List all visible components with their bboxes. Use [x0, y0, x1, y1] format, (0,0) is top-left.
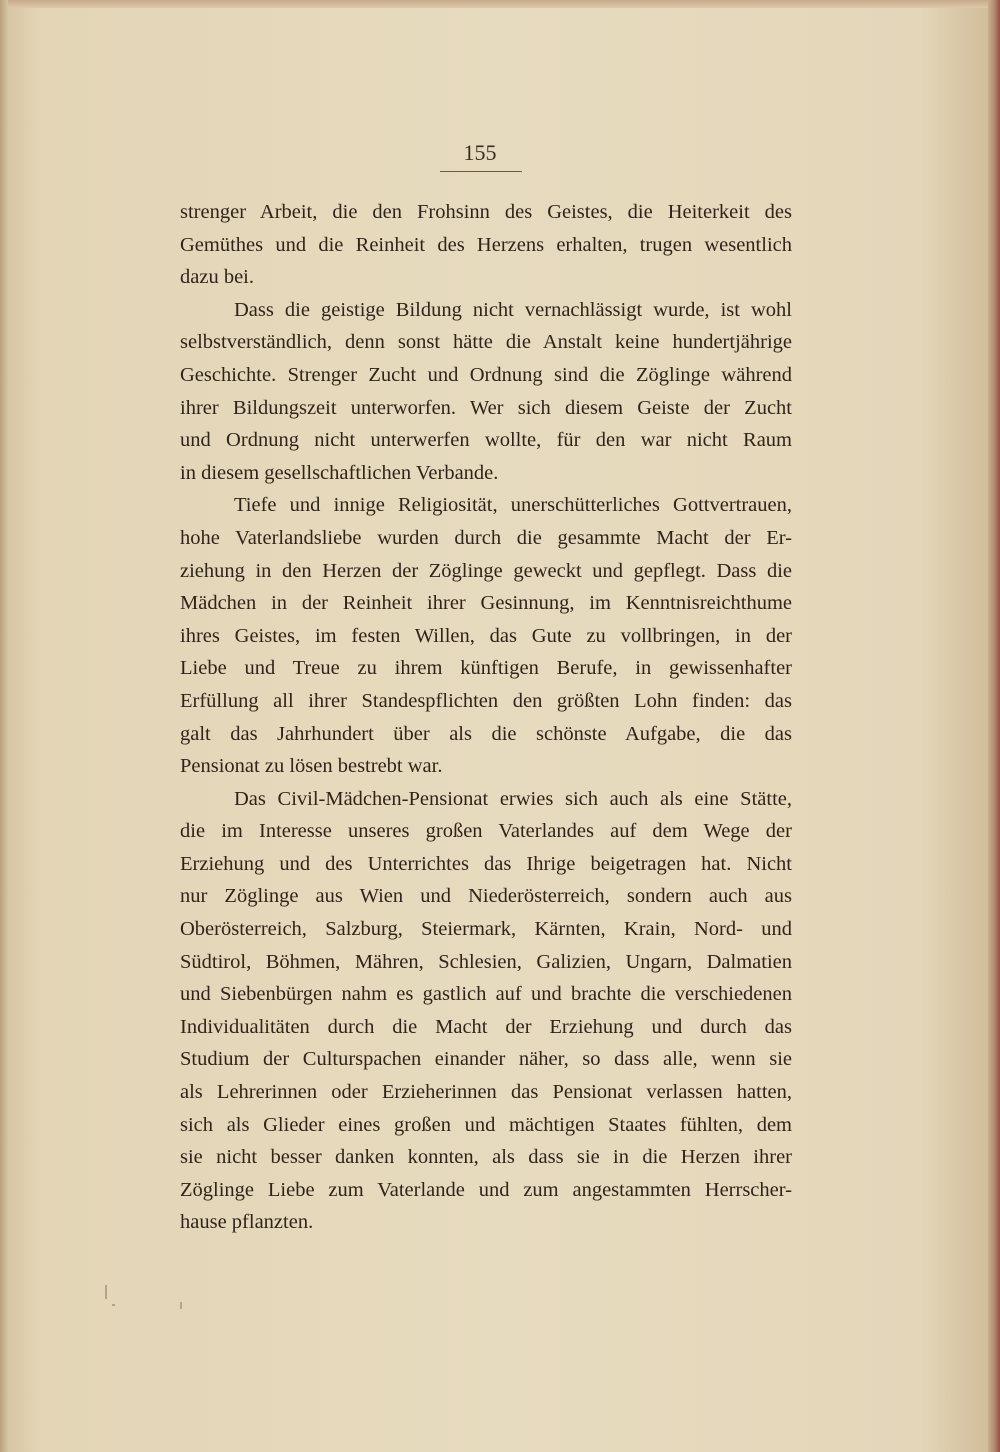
- text-line: als Lehrerinnen oder Erzieherinnen das Pensionat verlassen hatten,: [180, 1081, 792, 1104]
- text-line: Erziehung und des Unterrichtes das Ihrige beigetragen hat. Nicht: [180, 852, 792, 875]
- text-line: Geschichte. Strenger Zucht und Ordnung sind die Zöglinge während: [180, 363, 792, 386]
- page-left-edge: [0, 0, 8, 1452]
- text-line: Zöglinge Liebe zum Vaterlande und zum angestammten Herrscher-: [180, 1178, 792, 1201]
- text-line: strenger Arbeit, die den Frohsinn des Geistes, die Heiterkeit des: [180, 201, 792, 223]
- text-line: in diesem gesellschaftlichen Verbande.: [180, 461, 499, 484]
- text-line: Südtirol, Böhmen, Mähren, Schlesien, Galizien, Ungarn, Dalmatien: [180, 950, 792, 973]
- text-line: Erfüllung all ihrer Standespflichten den größten Lohn finden: das: [180, 689, 792, 712]
- text-line: selbstverständlich, denn sonst hätte die Anstalt keine hundertjährige: [180, 331, 792, 354]
- text-line: hause pflanzten.: [180, 1211, 314, 1234]
- text-line: Tiefe und innige Religiosität, unerschütterliches Gottvertrauen,: [234, 494, 792, 517]
- body-text: [180, 196, 792, 1239]
- page-number: 155: [463, 140, 497, 165]
- text-line: hohe Vaterlandsliebe wurden durch die gesammte Macht der Er-: [180, 526, 792, 549]
- paper-speck: [180, 1302, 182, 1309]
- text-line: sich als Glieder eines großen und mächtigen Staates fühlten, dem: [180, 1113, 792, 1136]
- text-line: ihres Geistes, im festen Willen, das Gute zu vollbringen, in der: [180, 624, 792, 647]
- text-line: ihrer Bildungszeit unterworfen. Wer sich diesem Geiste der Zucht: [180, 396, 792, 419]
- text-line: Oberösterreich, Salzburg, Steiermark, Kärnten, Krain, Nord- und: [180, 918, 792, 941]
- paper-speck: [105, 1285, 107, 1299]
- text-line: dazu bei.: [180, 266, 254, 289]
- text-line: Liebe und Treue zu ihrem künftigen Berufe, in gewissenhafter: [180, 657, 792, 680]
- page-right-edge: [988, 0, 1000, 1452]
- text-line: Studium der Culturspachen einander näher, so dass alle, wenn sie: [180, 1048, 792, 1071]
- text-line: Pensionat zu lösen bestrebt war.: [180, 755, 443, 778]
- text-line: sie nicht besser danken konnten, als dass sie in die Herzen ihrer: [180, 1146, 792, 1169]
- page-number-rule: [440, 171, 522, 172]
- text-line: Dass die geistige Bildung nicht vernachlässigt wurde, ist wohl: [234, 298, 792, 321]
- text-line: ziehung in den Herzen der Zöglinge geweckt und gepflegt. Dass die: [180, 559, 792, 582]
- text-line: die im Interesse unseres großen Vaterlandes auf dem Wege der: [180, 820, 792, 843]
- page-top-edge: [0, 0, 1000, 8]
- text-line: Mädchen in der Reinheit ihrer Gesinnung, im Kenntnisreichthume: [180, 592, 792, 615]
- text-line: und Siebenbürgen nahm es gastlich auf und brachte die verschiedenen: [180, 983, 792, 1006]
- paper-speck: [112, 1304, 115, 1306]
- text-line: nur Zöglinge aus Wien und Niederösterreich, sondern auch aus: [180, 885, 792, 908]
- text-line: galt das Jahrhundert über als die schönste Aufgabe, die das: [180, 722, 792, 745]
- text-line: Individualitäten durch die Macht der Erziehung und durch das: [180, 1015, 792, 1038]
- text-line: und Ordnung nicht unterwerfen wollte, für den war nicht Raum: [180, 429, 792, 452]
- text-line: Gemüthes und die Reinheit des Herzens erhalten, trugen wesentlich: [180, 233, 792, 256]
- text-line: Das Civil-Mädchen-Pensionat erwies sich auch als eine Stätte,: [234, 787, 792, 810]
